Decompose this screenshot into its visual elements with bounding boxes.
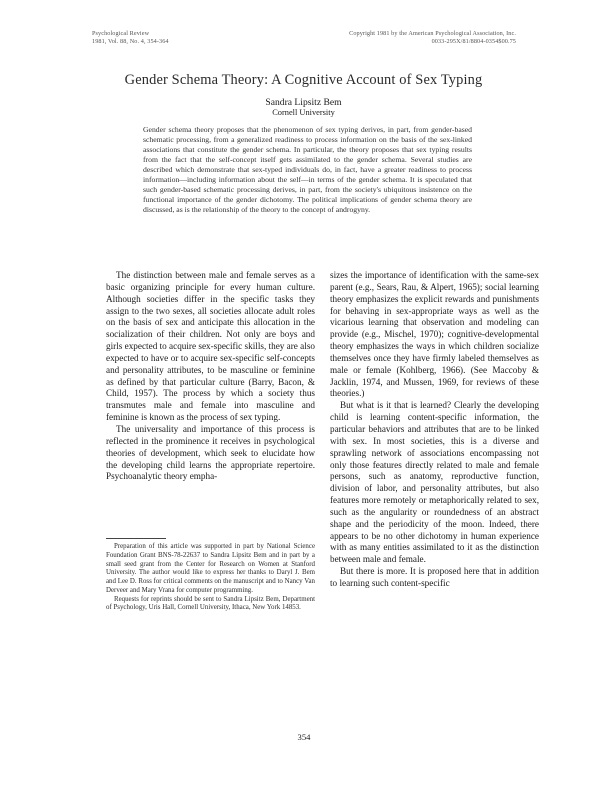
body-column-right bbox=[330, 270, 539, 590]
paragraph: sizes the importance of identification with the same-sex parent (e.g., Sears, Rau, & Alpert, 1965); social learning theory emphasizes the explicit rewards and punishments for behaving in sex-appropriate ways as well as the vicarious learning that observation and modeling can provide (e.g., Mischel, 1970); cognitive-developmental theory emphasizes the ways in which children socialize themselves once they have firmly labeled themselves as male or female (Kohlberg, 1966). (See Maccoby & Jacklin, 1974, and Mussen, 1969, for reviews of these theories.) bbox=[330, 270, 539, 399]
abstract: Gender schema theory proposes that the phenomenon of sex typing derives, in part, from gender-based schematic processing, from a generalized readiness to process information on the basis of the sex-linked associations that constitute the gender schema. In particular, the theory proposes that sex typing results from the fact that the self-concept itself gets assimilated to the gender schema. Several studies are described which demonstrate that sex-typed individuals do, in fact, have a greater readiness to process information—including information about the self—in terms of the gender schema. It is speculated that such gender-based schematic processing derives, in part, from the society's ubiquitous insistence on the functional importance of the gender dichotomy. The political implications of gender schema theory are discussed, as is the relationship of the theory to the concept of androgyny. bbox=[143, 125, 472, 214]
author-name: Sandra Lipsitz Bem bbox=[265, 97, 342, 108]
journal-name: Psychological Review bbox=[92, 30, 150, 37]
journal-issue: 1981, Vol. 88, No. 4, 354-364 bbox=[92, 37, 169, 45]
author-affiliation: Cornell University bbox=[272, 108, 335, 117]
page-number: 354 bbox=[297, 732, 311, 742]
footnote-acknowledgment: Preparation of this article was supported in part by National Science Foundation Grant BNS-78-22637 to Sandra Lipsitz Bem and in part by a small seed grant from the Center for Research on Women at Stanford University. The author would like to express her thanks to Daryl J. Bem and Lee D. Ross for critical comments on the manuscript and to Nancy Van Derveer and Mary Vrana for computer programming. bbox=[106, 543, 315, 594]
issn-line: 0033-295X/81/8804-0354$00.75 bbox=[431, 37, 516, 45]
journal-info bbox=[92, 30, 242, 45]
copyright-line: Copyright 1981 by the American Psychological Association, Inc. bbox=[349, 30, 516, 37]
footnotes bbox=[106, 543, 315, 613]
footnote-reprint-request: Requests for reprints should be sent to Sandra Lipsitz Bem, Department of Psychology, Uris Hall, Cornell University, Ithaca, New York 14853. bbox=[106, 595, 315, 612]
paragraph: The universality and importance of this process is reflected in the prominence it receives in psychological theories of development, which seek to elucidate how the developing child learns the appropriate repertoire. Psychoanalytic theory empha- bbox=[106, 423, 315, 482]
paragraph: The distinction between male and female serves as a basic organizing principle for every human culture. Although societies differ in the specific tasks they assign to the two sexes, all societies allocate adult roles on the basis of sex and anticipate this allocation in the socialization of their children. Not only are boys and girls expected to acquire sex-specific skills, they are also expected to have or to acquire sex-specific self-concepts and personality attributes, to be masculine or feminine as defined by that particular culture (Barry, Bacon, & Child, 1957). The process by which a society thus transmutes male and female into masculine and feminine is known as the process of sex typing. bbox=[106, 270, 315, 423]
article-title: Gender Schema Theory: A Cognitive Account of Sex Typing bbox=[124, 72, 483, 88]
paragraph: But there is more. It is proposed here that in addition to learning such content-specific bbox=[330, 566, 539, 588]
body-column-left bbox=[106, 270, 315, 483]
copyright-info bbox=[326, 30, 516, 45]
footnote-divider bbox=[106, 538, 166, 539]
paragraph: But what is it that is learned? Clearly the developing child is learning content-specific information, the particular behaviors and attributes that are to be linked with sex. In most societies, this is a diverse and sprawling network of associations encompassing not only those features directly related to male and female persons, such as anatomy, reproductive function, division of labor, and personality attributes, but also features more remotely or metaphorically related to sex, such as the angularity or roundedness of an abstract shape and the periodicity of the moon. Indeed, there appears to be no other dichotomy in human experience with as many entities assimilated to it as the distinction between male and female. bbox=[330, 400, 539, 565]
